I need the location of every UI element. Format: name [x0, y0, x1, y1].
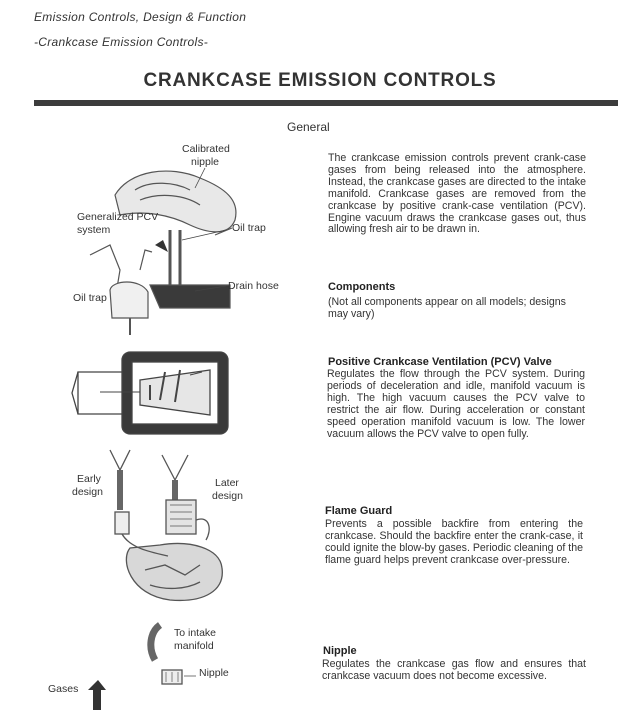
components-heading: Components — [328, 281, 396, 293]
manifold-label: manifold — [174, 640, 214, 652]
page-title: CRANKCASE EMISSION CONTROLS — [143, 70, 497, 91]
drain-hose-label: Drain hose — [228, 280, 279, 292]
later-label: Later — [215, 477, 239, 489]
oil-trap-left-label: Oil trap — [73, 292, 107, 304]
pcv-system-figure — [90, 171, 236, 335]
components-text: (Not all components appear on all models; designs may vary) — [328, 296, 566, 320]
gases-label: Gases — [48, 683, 79, 695]
flame-guard-text: Prevents a possible backfire from entering the crankcase. Should the backfire enter the crank-case, it could ignite the blow-by gases. Periodic cleaning of the flame guard helps prevent crankcase over-pressure. — [325, 518, 583, 566]
to-intake-label: To intake — [174, 627, 217, 639]
later-design-label: design — [212, 490, 243, 502]
oil-trap-label: Oil trap — [232, 222, 266, 234]
section-subtitle: General — [287, 120, 330, 134]
flame-guard-heading: Flame Guard — [325, 505, 393, 517]
general-text: The crankcase emission controls prevent crank-case gases from being released into the atmosphere. Instead, the crankcase gases are directed to the intake manifold. Crankcase gases are removed from the crankcase by positive crank-case ventilation (PCV). Engine vacuum draws the crankcase gases out, thus allowing fresh air to be drawn in. — [328, 152, 586, 236]
generalized-pcv-label: Generalized PCV — [77, 211, 159, 223]
pcv-text: Regulates the flow through the PCV system. During periods of deceleration and idle, manifold vacuum is high. The high vacuum causes the PCV valve to restrict the air flow. During acceleration or constant speed operation manifold vacuum is low. The lower vacuum allows the PCV valve to open fully. — [327, 368, 585, 440]
early-label: Early — [77, 473, 101, 485]
oil-trap-leader-line — [182, 230, 226, 240]
flame-guard-figure — [110, 450, 222, 600]
pcv-valve-figure — [72, 352, 228, 434]
section-subheader: -Crankcase Emission Controls- — [34, 35, 209, 49]
early-design-label: design — [72, 486, 103, 498]
nipple-heading: Nipple — [323, 645, 357, 657]
section-header: Emission Controls, Design & Function — [34, 10, 247, 24]
pcv-heading: Positive Crankcase Ventilation (PCV) Valve — [328, 356, 552, 368]
calibrated-nipple-label: nipple — [191, 156, 220, 168]
nipple-text: Regulates the crankcase gas flow and ensures that crankcase vacuum does not become excessive. — [322, 658, 586, 682]
calibrated-label: Calibrated — [182, 143, 230, 155]
nipple-part-label: Nipple — [199, 667, 229, 679]
system-label: system — [77, 224, 111, 236]
